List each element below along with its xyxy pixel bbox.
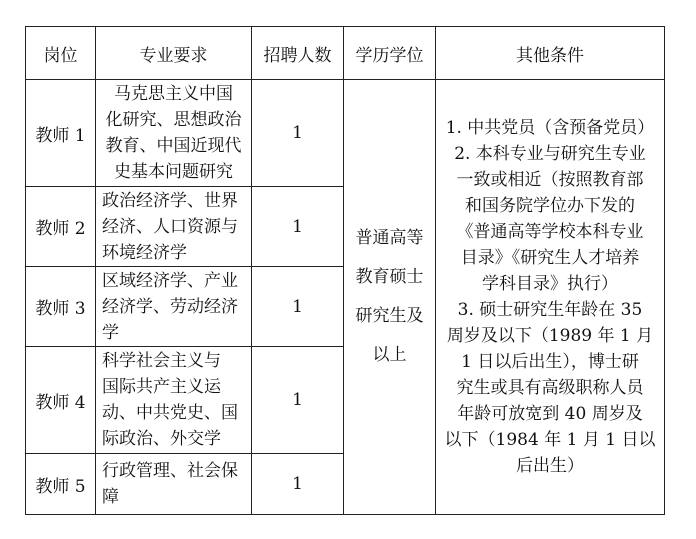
major-line: 环境经济学 <box>102 242 187 263</box>
major-cell <box>96 187 252 267</box>
major-line: 经济学、劳动经济 <box>102 296 238 317</box>
condition-line: 以下（1984 年 1 月 1 日以 <box>444 430 656 450</box>
major-cell <box>96 80 252 187</box>
header-row <box>26 27 665 80</box>
count-cell: 1 <box>252 187 344 267</box>
condition-line: 《普通高等学校本科专业 <box>456 222 644 242</box>
education-cell <box>344 80 436 515</box>
condition-line: 一致或相近（按照教育部 <box>456 170 644 190</box>
major-line: 国际共产主义运 <box>102 377 221 397</box>
header-education: 学历学位 <box>344 27 436 80</box>
major-cell <box>96 454 252 515</box>
major-line: 科学社会主义与 <box>102 351 221 371</box>
education-line: 普通高等 <box>355 228 424 248</box>
recruitment-table <box>25 26 665 515</box>
header-other: 其他条件 <box>436 27 665 80</box>
major-cell <box>96 267 252 347</box>
count-cell: 1 <box>252 267 344 347</box>
major-line: 经济、人口资源与 <box>102 216 238 237</box>
header-major: 专业要求 <box>96 27 252 80</box>
major-cell <box>96 347 252 454</box>
position-cell: 教师 3 <box>26 267 96 347</box>
header-position: 岗位 <box>26 27 96 80</box>
condition-line: 周岁及以下（1989 年 1 月 <box>446 326 654 346</box>
condition-line: 3. 硕士研究生年龄在 35 <box>457 300 643 320</box>
count-cell: 1 <box>252 454 344 515</box>
header-count: 招聘人数 <box>252 27 344 80</box>
education-line: 研究生及 <box>355 306 424 326</box>
other-conditions-cell <box>436 80 665 515</box>
major-line: 学 <box>102 322 119 343</box>
major-line: 障 <box>102 487 119 507</box>
major-line: 行政管理、社会保 <box>102 461 238 481</box>
table-row <box>26 80 665 187</box>
position-cell: 教师 2 <box>26 187 96 267</box>
condition-line: 目录》《研究生人才培养 <box>460 248 640 268</box>
major-line: 际政治、外交学 <box>102 429 221 449</box>
position-cell: 教师 5 <box>26 454 96 515</box>
major-line: 区域经济学、产业 <box>102 270 238 291</box>
count-cell: 1 <box>252 80 344 187</box>
major-line: 动、中共党史、国 <box>102 403 238 423</box>
condition-line: 1. 中共党员（含预备党员） <box>445 118 655 138</box>
condition-line: 后出生） <box>516 456 584 476</box>
condition-line: 究生或具有高级职称人员 <box>456 378 644 398</box>
condition-line: 1 日以后出生），博士研 <box>461 352 639 372</box>
position-cell: 教师 1 <box>26 80 96 187</box>
education-line: 以上 <box>372 345 407 365</box>
major-line: 政治经济学、世界 <box>102 190 238 211</box>
condition-line: 年龄可放宽到 40 周岁及 <box>457 404 643 424</box>
major-line: 史基本问题研究 <box>114 162 233 182</box>
position-cell: 教师 4 <box>26 347 96 454</box>
condition-line: 学科目录》执行） <box>482 274 618 294</box>
major-line: 教育、中国近现代 <box>105 136 242 156</box>
major-line: 马克思主义中国 <box>114 84 233 104</box>
condition-line: 和国务院学位办下发的 <box>465 196 635 216</box>
condition-line: 2. 本科专业与研究生专业 <box>454 144 646 164</box>
major-line: 化研究、思想政治 <box>105 110 242 130</box>
count-cell: 1 <box>252 347 344 454</box>
education-line: 教育硕士 <box>355 267 424 287</box>
